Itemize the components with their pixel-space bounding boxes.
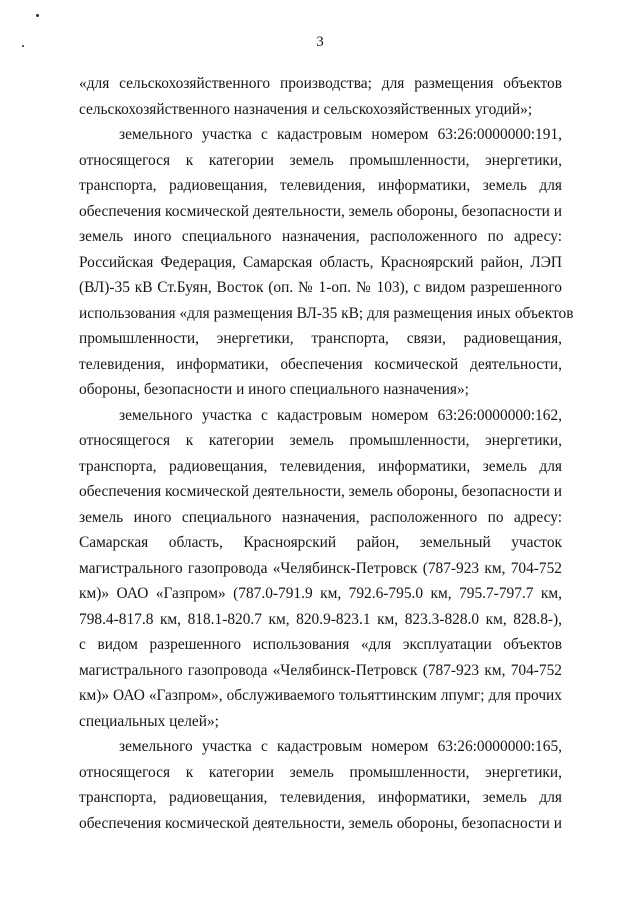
- page-number: 3: [316, 34, 324, 50]
- text-line: (ВЛ)-35 кВ Ст.Буян, Восток (оп. № 1-оп. № 103), с видом разрешенного: [79, 279, 562, 296]
- text-line: магистрального газопровода «Челябинск-Петровск (787-923 км, 704-752: [79, 559, 562, 577]
- text-line: обеспечения космической деятельности, земель обороны, безопасности и: [79, 202, 563, 220]
- document-body: [79, 71, 574, 836]
- text-line: магистрального газопровода «Челябинск-Петровск (787-923 км, 704-752: [79, 661, 562, 679]
- text-line: 798.4-817.8 км, 818.1-820.7 км, 820.9-823.1 км, 823.3-828.0 км, 828.8-),: [79, 610, 562, 628]
- text-line: земельного участка с кадастровым номером 63:26:0000000:191,: [119, 126, 562, 143]
- text-line: промышленности, энергетики, транспорта, связи, радиовещания,: [79, 330, 562, 347]
- text-line: обеспечения космической деятельности, земель обороны, безопасности и: [79, 483, 563, 500]
- text-line: транспорта, радиовещания, телевидения, информатики, земель для: [79, 789, 562, 806]
- paragraph: [79, 403, 562, 735]
- text-line: земель иного специального назначения, расположенного по адресу:: [79, 228, 562, 245]
- text-line: земель иного специального назначения, расположенного по адресу:: [79, 508, 562, 526]
- text-line: км)» ОАО «Газпром», обслуживаемого тольяттинским лпумг; для прочих: [79, 687, 562, 704]
- text-line: телевидения, информатики, обеспечения космической деятельности,: [79, 355, 562, 373]
- text-line: транспорта, радиовещания, телевидения, информатики, земель для: [79, 177, 562, 194]
- text-line: относящегося к категории земель промышленности, энергетики,: [79, 432, 562, 449]
- text-line: специальных целей»;: [79, 712, 219, 730]
- text-line: относящегося к категории земель промышленности, энергетики,: [79, 763, 562, 781]
- text-line: обороны, безопасности и иного специального назначения»;: [79, 381, 469, 398]
- text-line: использования «для размещения ВЛ-35 кВ; для размещения иных объектов: [79, 304, 574, 322]
- paragraph: [79, 734, 562, 836]
- text-line: относящегося к категории земель промышленности, энергетики,: [79, 151, 562, 169]
- text-line: км)» ОАО «Газпром» (787.0-791.9 км, 792.6-795.0 км, 795.7-797.7 км,: [79, 585, 562, 602]
- text-line: земельного участка с кадастровым номером 63:26:0000000:162,: [119, 406, 562, 424]
- text-line: с видом разрешенного использования «для эксплуатации объектов: [79, 636, 562, 653]
- text-line: Самарская область, Красноярский район, земельный участок: [79, 534, 562, 551]
- text-line: Российская Федерация, Самарская область, Красноярский район, ЛЭП: [79, 253, 562, 271]
- text-line: сельскохозяйственного назначения и сельскохозяйственных угодий»;: [79, 100, 533, 118]
- text-line: «для сельскохозяйственного производства; для размещения объектов: [79, 75, 562, 92]
- text-line: обеспечения космической деятельности, земель обороны, безопасности и: [79, 814, 563, 832]
- text-line: земельного участка с кадастровым номером 63:26:0000000:165,: [119, 738, 562, 755]
- text-line: транспорта, радиовещания, телевидения, информатики, земель для: [79, 457, 562, 475]
- paragraph: [79, 122, 574, 403]
- paragraph: [79, 71, 562, 122]
- scan-speck: [36, 14, 39, 17]
